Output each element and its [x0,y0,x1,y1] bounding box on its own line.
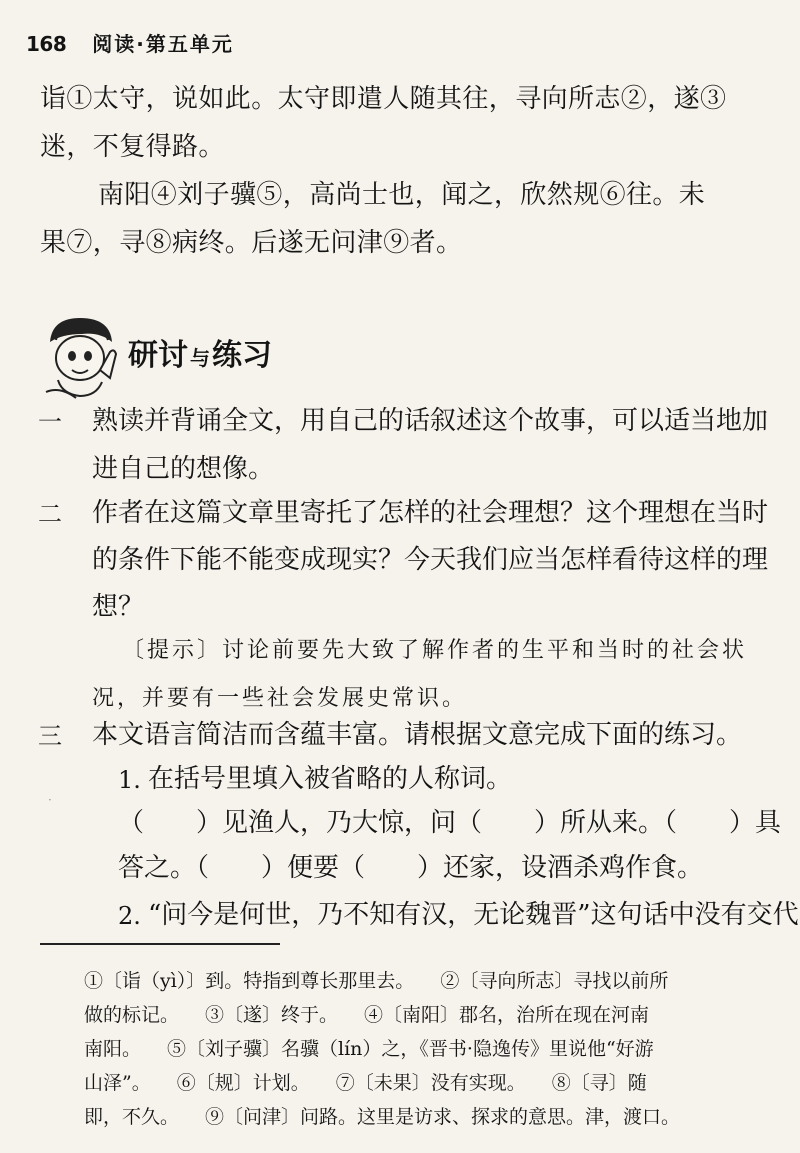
page-number: 168 [26,32,67,56]
footnote: ③〔遂〕终于。 [205,1004,339,1026]
footnote: ⑥〔规〕计划。 [176,1072,310,1094]
footnote: ①〔诣（yì）〕到。特指到尊长那里去。 [84,970,415,992]
footnote-line [84,1000,649,1030]
footnote: ⑨〔问津〕问路。这里是访求、探求的意思。津，渡口。 [205,1106,681,1128]
footnote-line [84,966,668,996]
story-line: 迷，不复得路。 [40,132,225,162]
footnote: 做的标记。 [84,1004,180,1026]
exercise-line: 进自己的想像。 [92,454,275,484]
footnote: 即，不久。 [84,1106,180,1128]
footnote: ⑤〔刘子骥〕名骥（lín）之，《晋书·隐逸传》里说他“好游 [167,1038,654,1060]
fill-in-line: 答之。（ ）便要（ ）还家，设酒杀鸡作食。 [118,853,704,883]
footnote-line [84,1102,680,1132]
footnote: ②〔寻向所志〕寻找以前所 [440,970,669,992]
margin-mark: · [48,793,52,807]
reading-kid-icon [40,312,124,402]
sub-exercise-line: 在括号里填入被省略的人称词。 [148,764,513,794]
sub-exercise-number: 2. [118,902,141,930]
footnote-line [84,1068,647,1098]
exercise-line: 作者在这篇文章里寄托了怎样的社会理想？这个理想在当时 [92,498,769,528]
title-main: 研讨 [128,338,188,373]
title-connector: 与 [190,346,210,370]
exercise-line: 想？ [92,592,145,622]
story-line: 诣①太守，说如此。太守即遣人随其往，寻向所志②，遂③ [40,84,727,114]
title-main: 练习 [212,338,272,373]
sub-exercise-number: 1. [118,766,141,794]
exercise-line: 本文语言简洁而含蕴丰富。请根据文意完成下面的练习。 [92,720,743,750]
footnote: ④〔南阳〕郡名，治所在现在河南 [364,1004,650,1026]
story-line: 果⑦，寻⑧病终。后遂无问津⑨者。 [40,228,463,258]
exercise-number: 三 [38,722,62,750]
footnote: 山泽”。 [84,1072,151,1094]
footnote: ⑦〔未果〕没有实现。 [335,1072,526,1094]
running-title: 阅读·第五单元 [92,32,234,56]
exercise-line: 熟读并背诵全文，用自己的话叙述这个故事，可以适当地加 [92,406,769,436]
fill-in-line: （ ）见渔人，乃大惊，问（ ）所从来。（ ）具 [118,808,782,838]
exercise-number: 二 [38,500,62,528]
hint-line: 〔提示〕讨论前要先大致了解作者的生平和当时的社会状 [122,638,748,663]
footnote-line [84,1034,654,1064]
exercise-line: 的条件下能不能变成现实？今天我们应当怎样看待这样的理 [92,545,769,575]
story-line: 南阳④刘子骥⑤，高尚士也，闻之，欣然规⑥往。未 [98,180,706,210]
footnote: 南阳。 [84,1038,142,1060]
footnote-divider [40,943,280,945]
page-header [26,28,234,57]
exercise-section-title [128,330,272,374]
exercise-number: 一 [38,408,62,436]
footnote: ⑧〔寻〕随 [551,1072,647,1094]
hint-line: 况，并要有一些社会发展史常识。 [92,686,468,711]
sub-exercise-line: “问今是何世，乃不知有汉，无论魏晋”这句话中没有交代 [148,900,799,930]
